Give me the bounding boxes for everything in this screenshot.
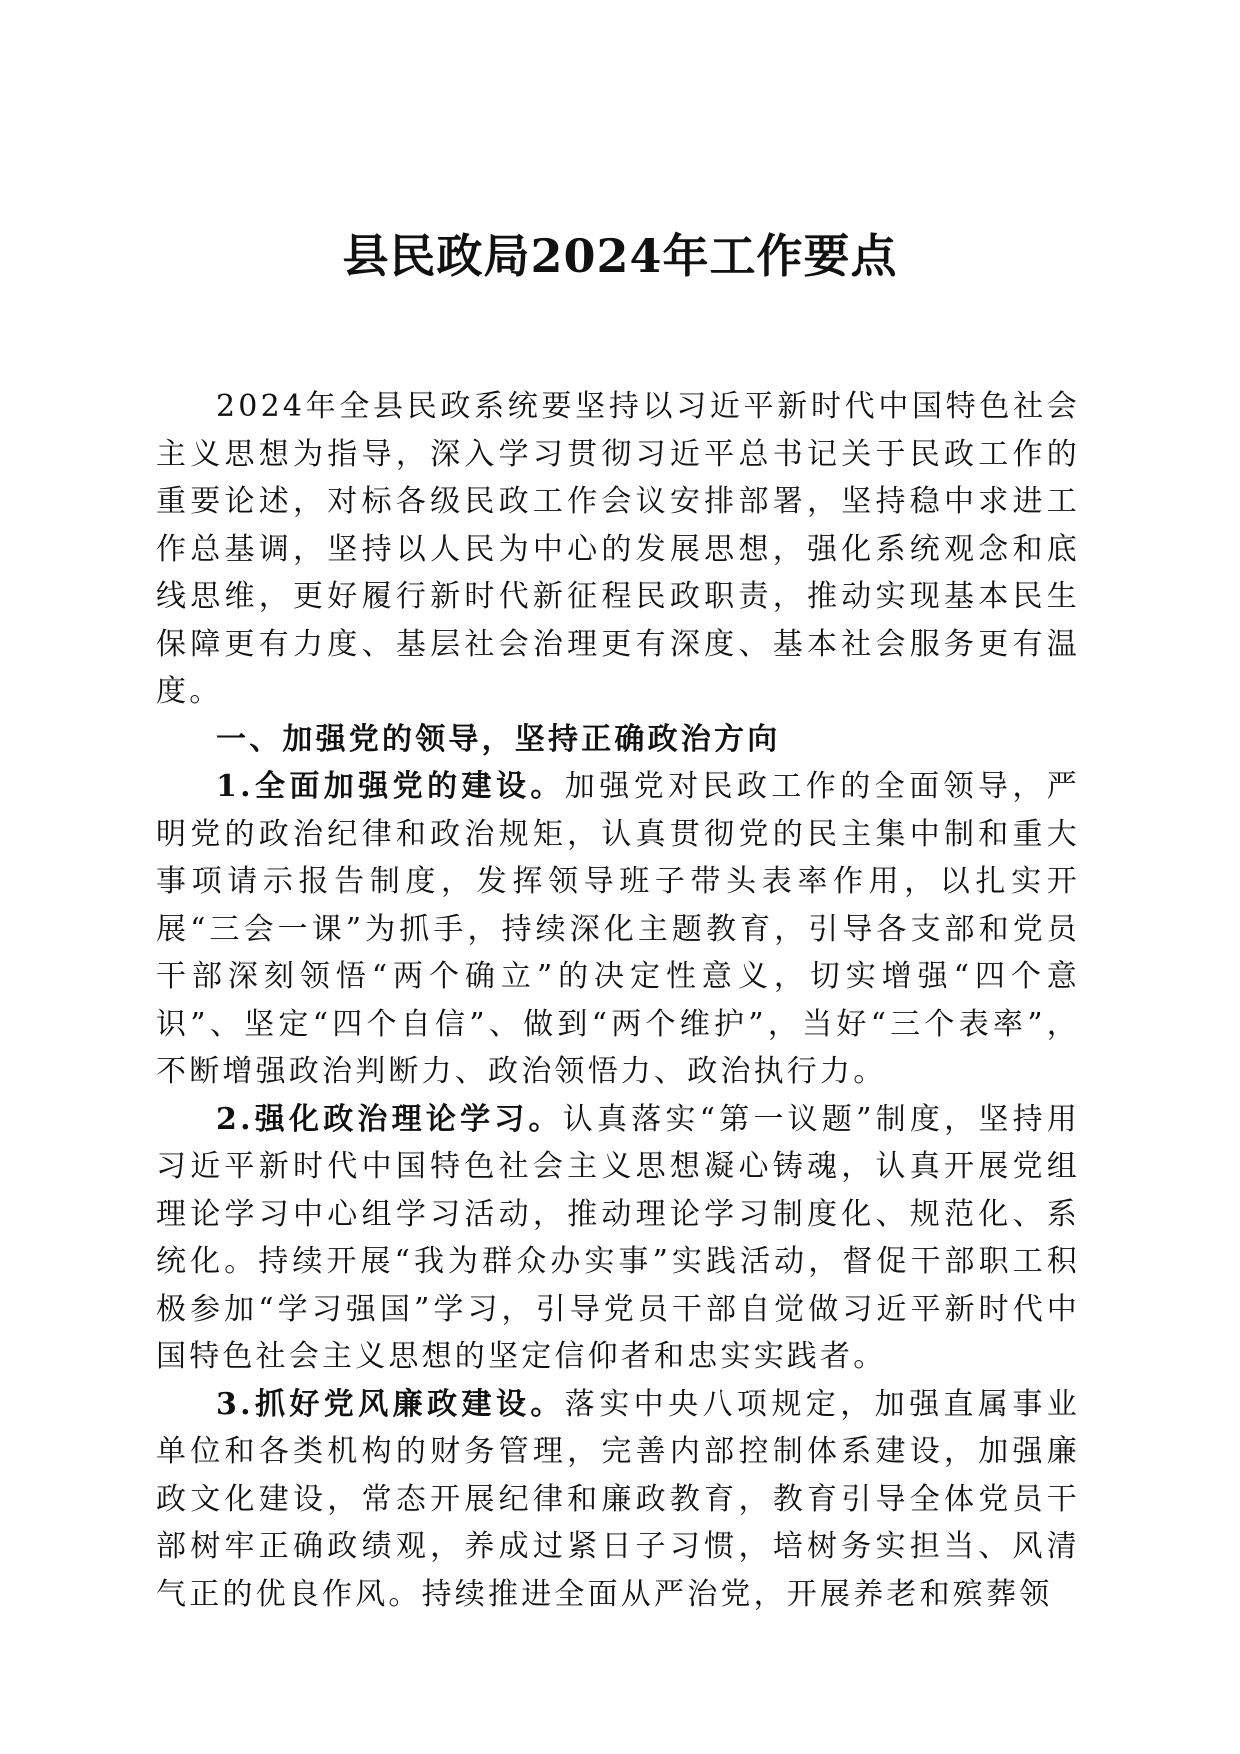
section-heading-1: 一、加强党的领导，坚持正确政治方向 <box>216 721 781 757</box>
document-body <box>156 383 1080 1618</box>
item-text-1: 加强党对民政工作的全面领导，严明党的政治纪律和政治规矩，认真贯彻党的民主集中制和重大事项请示报告制度，发挥领导班子带头表率作用，以扎实开展“三会一课”为抓手，持续深化主题教育，引导各支部和党员干部深刻领悟“两个确立”的决定性意义，切实增强“四个意识”、坚定“四个自信”、做到“两个维护”，当好“三个表率”，不断增强政治判断力、政治领悟力、政治执行力。 <box>156 769 1080 1089</box>
item-paragraph-2 <box>156 1096 1080 1381</box>
item-text-3: 落实中央八项规定，加强直属事业单位和各类机构的财务管理，完善内部控制体系建设，加强廉政文化建设，常态开展纪律和廉政教育，教育引导全体党员干部树牢正确政绩观，养成过紧日子习惯，培树务实担当、风清气正的优良作风。持续推进全面从严治党，开展养老和殡葬领 <box>156 1386 1080 1612</box>
item-title-3: 3.抓好党风廉政建设。 <box>216 1386 565 1422</box>
item-paragraph-3 <box>156 1381 1080 1619</box>
document-title: 县民政局2024年工作要点 <box>342 229 898 283</box>
item-text-2: 认真落实“第一议题”制度，坚持用习近平新时代中国特色社会主义思想凝心铸魂，认真开展党组理论学习中心组学习活动，推动理论学习制度化、规范化、系统化。持续开展“我为群众办实事”实践活动，督促干部职工积极参加“学习强国”学习，引导党员干部自觉做习近平新时代中国特色社会主义思想的坚定信仰者和忠实实践者。 <box>156 1101 1080 1374</box>
item-title-2: 2.强化政治理论学习。 <box>216 1101 563 1137</box>
item-title-1: 1.全面加强党的建设。 <box>216 769 565 804</box>
item-paragraph-1 <box>156 763 1080 1096</box>
intro-paragraph: 2024年全县民政系统要坚持以习近平新时代中国特色社会主义思想为指导，深入学习贯彻习近平总书记关于民政工作的重要论述，对标各级民政工作会议安排部署，坚持稳中求进工作总基调，坚持以人民为中心的发展思想，强化系统观念和底线思维，更好履行新时代新征程民政职责，推动实现基本民生保障更有力度、基层社会治理更有深度、基本社会服务更有温度。 <box>156 389 1080 709</box>
